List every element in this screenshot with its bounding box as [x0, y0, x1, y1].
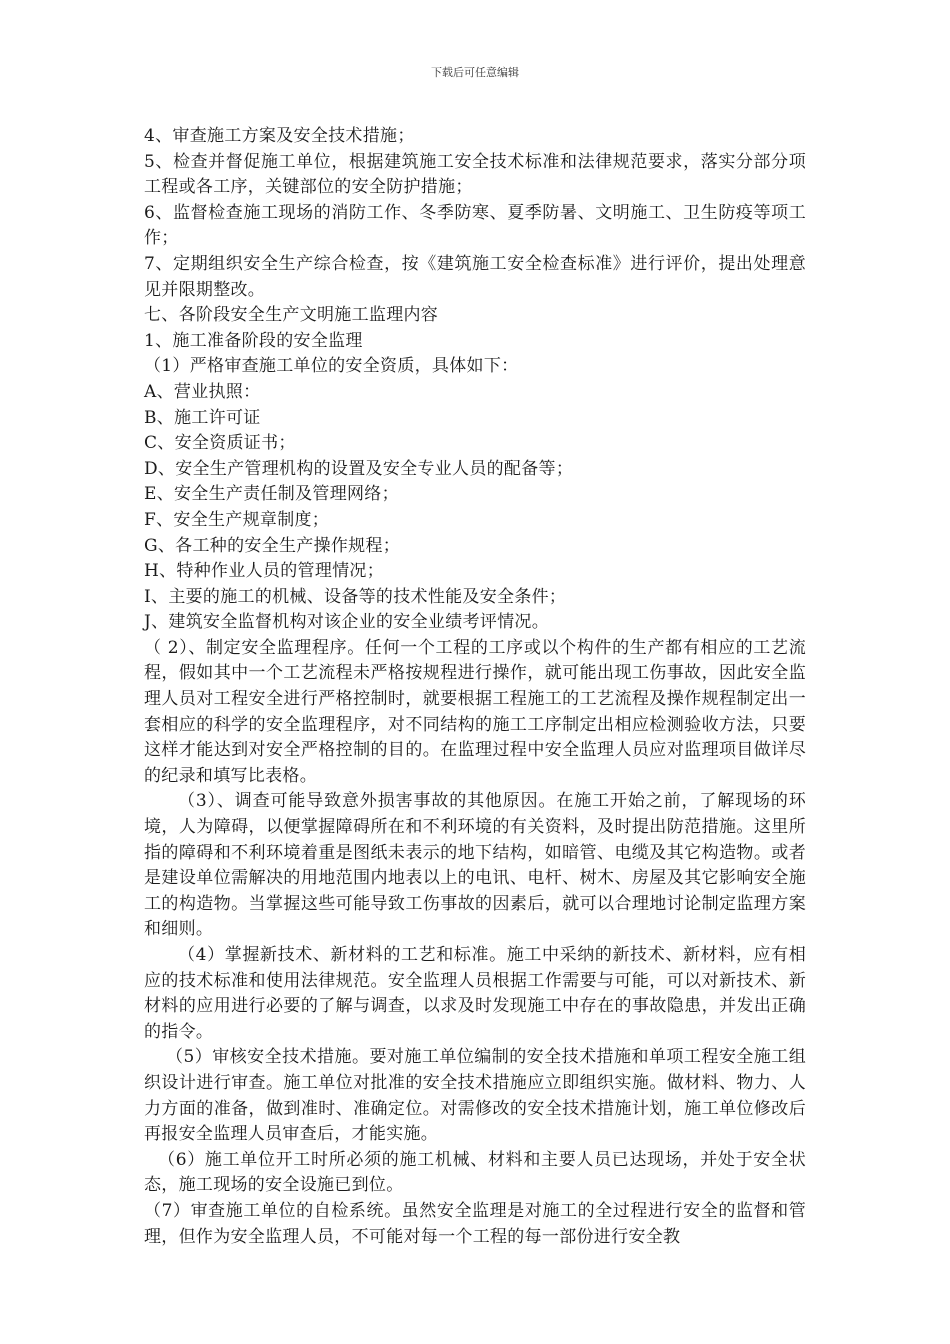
list-item-g: G、各工种的安全生产操作规程；: [144, 535, 401, 556]
list-item-e: E、安全生产责任制及管理网络；: [144, 484, 399, 505]
document-body: [144, 124, 806, 1250]
page-header: 下载后可任意编辑: [431, 66, 519, 79]
subsection-heading: 1、施工准备阶段的安全监理: [144, 330, 363, 351]
paragraph-sub-4: （4）掌握新技术、新材料的工艺和标准。施工中采纳的新技术、新材料，应有相应的技术标准和使用法律规范。安全监理人员根据工作需要与可能，可以对新技术、新材料的应用进行必要的了解与调查，以求及时发现施工中存在的事故隐患，并发出正确的指令。: [144, 945, 806, 1042]
paragraph-sub-2: （ 2）、制定安全监理程序。任何一个工程的工序或以个构件的生产都有相应的工艺流程，假如其中一个工艺流程未严格按规程进行操作，就可能出现工伤事故，因此安全监理人员对工程安全进行严格控制时，就要根据工程施工的工艺流程及操作规程制定出一套相应的科学的安全监理程序，对不同结构的施工工序制定出相应检测验收方法，只要这样才能达到对安全严格控制的目的。在监理过程中安全监理人员应对监理项目做详尽的纪录和填写比表格。: [144, 637, 806, 786]
paragraph-sub-1: （1）严格审查施工单位的安全资质，具体如下：: [144, 356, 519, 377]
list-item-i: I、主要的施工的机械、设备等的技术性能及安全条件；: [144, 586, 567, 607]
paragraph-item-5: 5、检查并督促施工单位，根据建筑施工安全技术标准和法律规范要求，落实分部分项工程或各工序，关键部位的安全防护措施；: [144, 151, 806, 198]
list-item-b: B、施工许可证: [144, 407, 261, 428]
paragraph-sub-5: （5）审核安全技术措施。要对施工单位编制的安全技术措施和单项工程安全施工组织设计进行审查。施工单位对批准的安全技术措施应立即组织实施。做材料、物力、人力方面的准备，做到准时、准确定位。对需修改的安全技术措施计划，施工单位修改后再报安全监理人员审查后，才能实施。: [144, 1047, 806, 1145]
list-item-d: D、安全生产管理机构的设置及安全专业人员的配备等；: [144, 458, 574, 479]
paragraph-item-6: 6、监督检查施工现场的消防工作、冬季防寒、夏季防暑、文明施工、卫生防疫等项工作；: [144, 202, 806, 249]
paragraph-item-4: 4、审查施工方案及安全技术措施；: [144, 126, 415, 146]
section-heading: 七、各阶段安全生产文明施工监理内容: [144, 305, 439, 326]
paragraph-sub-7: （7）审查施工单位的自检系统。虽然安全监理是对施工的全过程进行安全的监督和管理，但作为安全监理人员，不可能对每一个工程的每一部份进行安全教: [144, 1200, 806, 1247]
list-item-a: A、营业执照：: [144, 381, 261, 402]
paragraph-sub-6: （6）施工单位开工时所必须的施工机械、材料和主要人员已达现场，并处于安全状态，施工现场的安全设施已到位。: [144, 1149, 806, 1196]
list-item-f: F、安全生产规章制度；: [144, 509, 330, 530]
list-item-j: J、建筑安全监督机构对该企业的安全业绩考评情况。: [144, 612, 550, 633]
paragraph-item-7: 7、定期组织安全生产综合检查，按《建筑施工安全检查标准》进行评价，提出处理意见并限期整改。: [144, 253, 806, 300]
paragraph-sub-3: （3）、调查可能导致意外损害事故的其他原因。在施工开始之前，了解现场的环境，人为障碍，以便掌握障碍所在和不利环境的有关资料，及时提出防范措施。这里所指的障碍和不利环境着重是图纸未表示的地下结构，如暗管、电缆及其它构造物。或者是建设单位需解决的用地范围内地表以上的电讯、电杆、树木、房屋及其它影响安全施工的构造物。当掌握这些可能导致工伤事故的因素后，就可以合理地讨论制定监理方案和细则。: [144, 791, 806, 940]
list-item-h: H、特种作业人员的管理情况；: [144, 561, 385, 582]
list-item-c: C、安全资质证书；: [144, 433, 296, 454]
